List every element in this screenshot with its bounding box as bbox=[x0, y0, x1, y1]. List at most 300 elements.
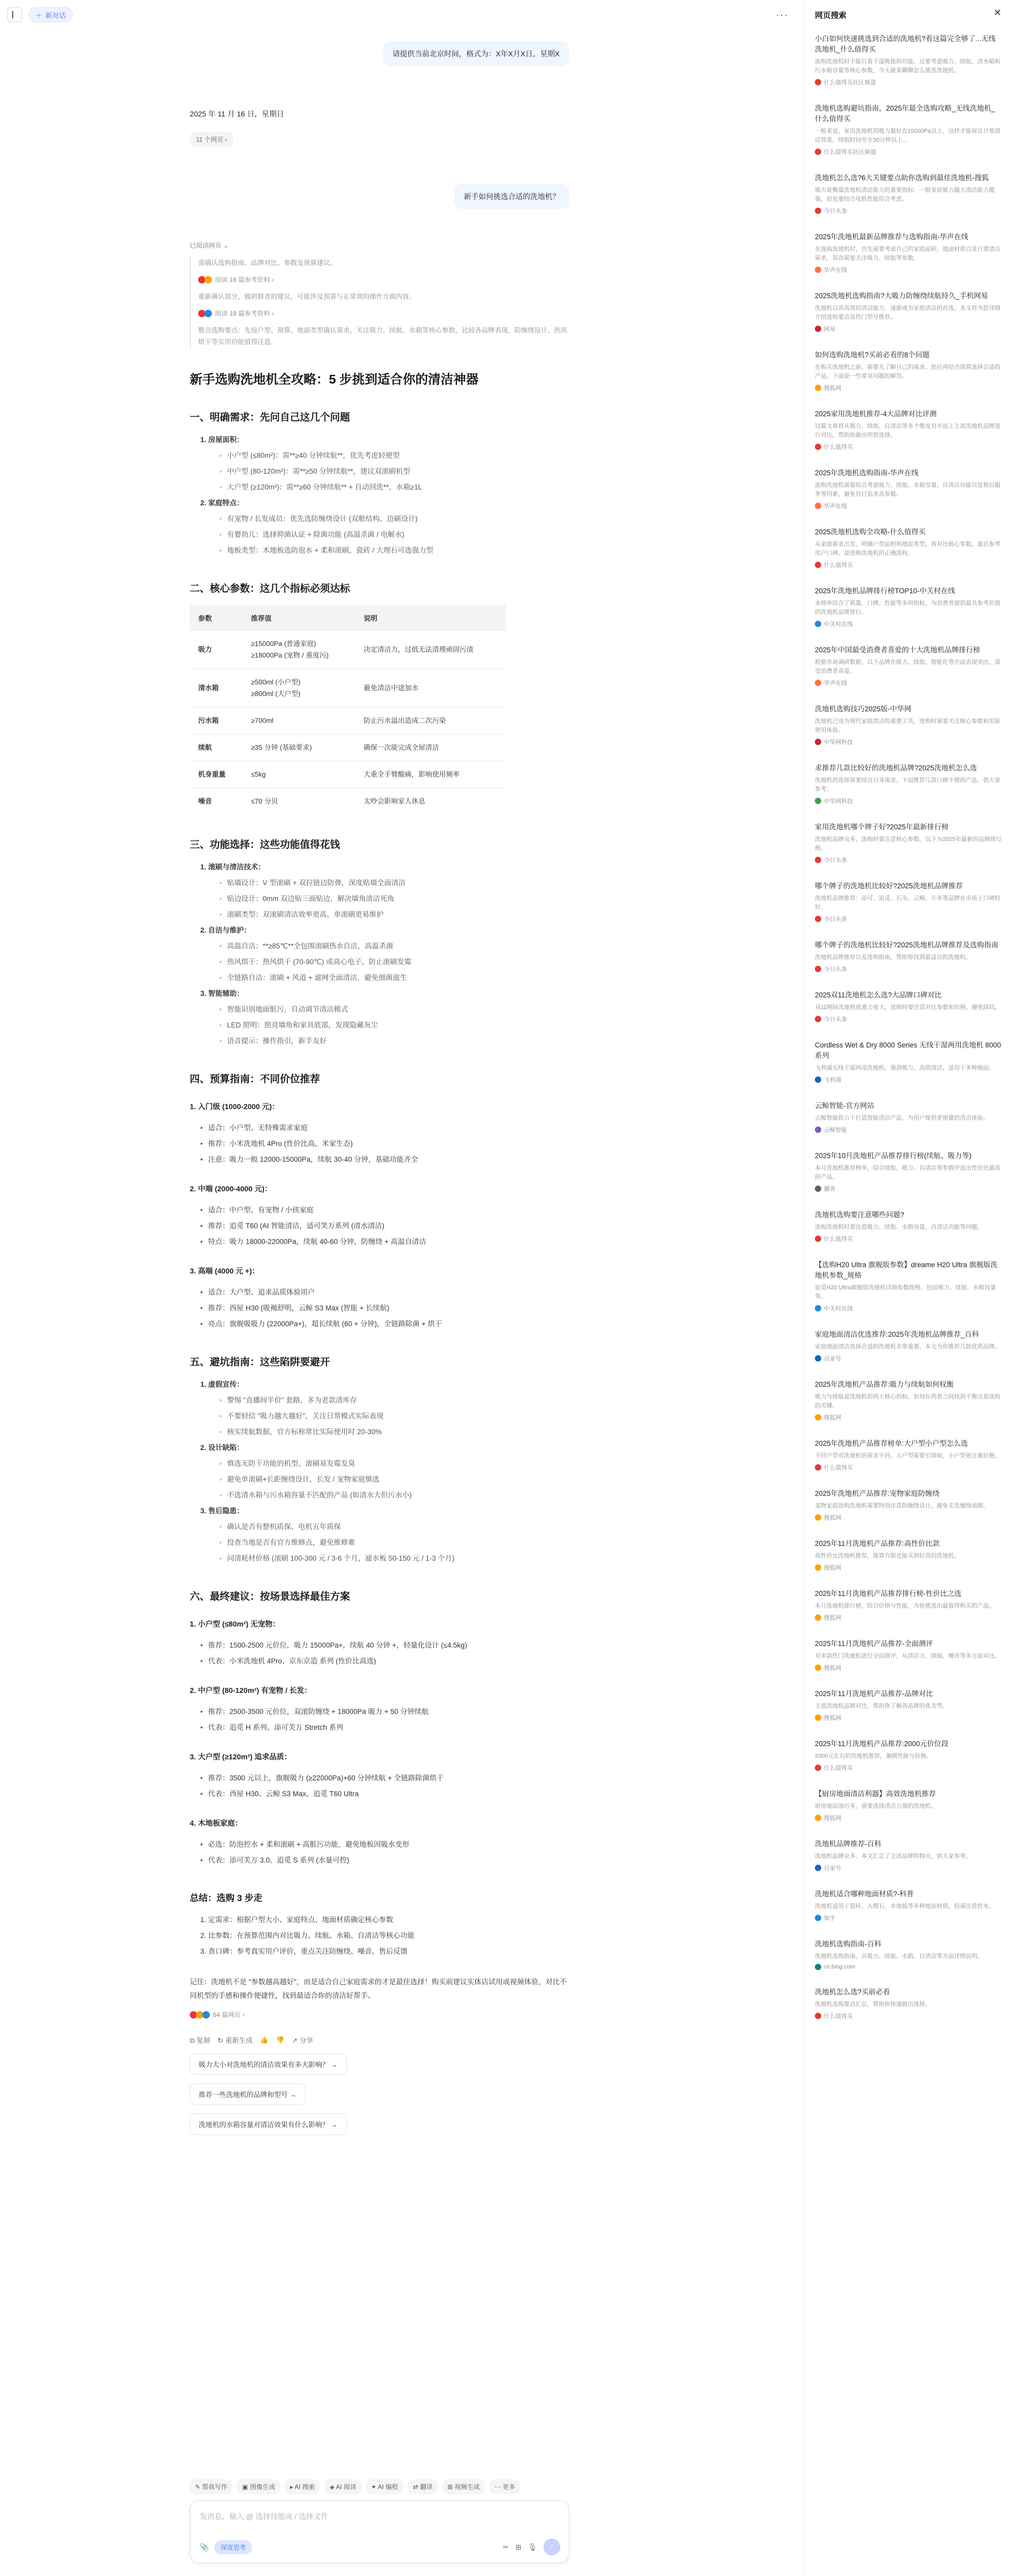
list-item: 3. 查口碑：参考真实用户评价，重点关注防缠绕、噪音、售后反馈 bbox=[200, 1947, 408, 1955]
search-result[interactable] bbox=[815, 291, 1002, 333]
list-item bbox=[190, 1456, 569, 1472]
result-title[interactable]: 【选购H20 Ultra 旗舰版参数】dreame H20 Ultra 旗舰版洗地机参数_规格 bbox=[815, 1261, 998, 1279]
thumbs-down-icon[interactable]: 👎 bbox=[276, 2035, 285, 2044]
list-text: 智能识别地面脏污，自动调节清洁模式 bbox=[227, 1005, 348, 1013]
tier-list bbox=[190, 1285, 569, 1332]
result-source bbox=[815, 1713, 1002, 1722]
bullet-icon: ◦ bbox=[219, 1523, 222, 1531]
result-snippet: 吸力与续航是洗地机的两大核心指标，如何在两者之间找到平衡点是选购的关键。 bbox=[815, 1394, 1000, 1409]
tool-image[interactable]: ▣ 图像生成 bbox=[237, 2479, 280, 2494]
result-title[interactable]: 2025双11洗地机怎么选?大品牌口碑对比 bbox=[815, 991, 942, 999]
search-result[interactable] bbox=[815, 763, 1002, 805]
microphone-icon[interactable]: 🎙 bbox=[528, 2542, 537, 2551]
thought-text: 需确认选购指南、品牌对比、参数及预算建议。 bbox=[198, 259, 337, 267]
search-result[interactable] bbox=[815, 232, 1002, 274]
search-result[interactable] bbox=[815, 940, 1002, 973]
source-name: 今日头条 bbox=[824, 1016, 847, 1023]
source-name: 搜狐网 bbox=[824, 1565, 841, 1571]
suggestions bbox=[190, 2045, 569, 2135]
list-item bbox=[190, 1017, 569, 1033]
list-heading bbox=[190, 1377, 569, 1393]
bullet-icon: ◦ bbox=[219, 483, 222, 491]
list-item bbox=[190, 1136, 569, 1152]
result-source bbox=[815, 1613, 1002, 1622]
list-item: 1. 定需求：根据户型大小、家庭特点、地面材质确定核心参数 bbox=[200, 1916, 394, 1924]
tool-chips bbox=[190, 2479, 521, 2494]
search-result[interactable] bbox=[815, 1739, 1002, 1772]
list-item bbox=[190, 1653, 569, 1669]
table-row bbox=[190, 708, 506, 734]
share-button[interactable]: ↗ 分享 bbox=[291, 2036, 314, 2044]
list-item bbox=[190, 479, 569, 495]
list-heading bbox=[190, 859, 569, 875]
bullet-icon: ◦ bbox=[219, 1021, 222, 1029]
bullet-icon: ◦ bbox=[219, 942, 222, 950]
search-result[interactable] bbox=[815, 822, 1002, 864]
bullet-icon: • bbox=[200, 1856, 203, 1864]
attach-icon[interactable]: 📎 bbox=[200, 2543, 209, 2551]
source-icon bbox=[815, 267, 821, 273]
list-text: 代表：小米洗地机 4Pro、京东京造 系列 (性价比高选) bbox=[208, 1657, 376, 1665]
result-source bbox=[815, 1663, 1002, 1672]
result-source bbox=[815, 1075, 1002, 1084]
list-text: 3. 售后隐患： bbox=[200, 1507, 244, 1515]
table-row bbox=[190, 761, 506, 788]
bullet-icon: ◦ bbox=[219, 1412, 222, 1420]
result-title[interactable]: 2025洗地机选购指南?大吸力防缠绕续航持久_手机网易 bbox=[815, 292, 988, 300]
regenerate-button[interactable]: ↻ 重新生成 bbox=[217, 2036, 253, 2044]
section-heading: 一、明确需求：先问自己这几个问题 bbox=[190, 412, 351, 423]
table-row bbox=[190, 734, 506, 761]
list-text: 2. 设计缺陷： bbox=[200, 1444, 244, 1452]
thinking-toggle[interactable]: 已阅读网页 ⌄ bbox=[190, 242, 229, 249]
table-cell: ≤5kg bbox=[242, 761, 355, 788]
message-input[interactable] bbox=[190, 2500, 569, 2563]
result-snippet: 洗地机品牌众多，本文汇总了主流品牌的特点，供大家参考。 bbox=[815, 1853, 971, 1859]
source-icon bbox=[815, 1186, 821, 1192]
thought-text: 重新确认部分，做初修者的建议，可能涉及预算与正常项的操作方面内容。 bbox=[198, 293, 416, 300]
source-name: 搜狐网 bbox=[824, 1665, 841, 1671]
result-source bbox=[815, 1413, 1002, 1422]
suggestion-chip[interactable]: 推荐一些洗地机的品牌和型号 → bbox=[190, 2083, 306, 2105]
bullet-icon: ◦ bbox=[219, 910, 222, 918]
result-title[interactable]: 2025年洗地机选购指南-华声在线 bbox=[815, 469, 919, 477]
list-text: 地板类型：木地板选防泡水 + 柔和滚刷，瓷砖 / 大理石可选强力型 bbox=[227, 546, 433, 554]
result-snippet: 选购洗地机需要综合考虑吸力、续航、水箱容量、自清洁功能以及售后服务等因素，避免盲目追求高参数。 bbox=[815, 482, 1000, 497]
list-item bbox=[190, 1300, 569, 1316]
list-item bbox=[190, 1424, 569, 1440]
search-result[interactable] bbox=[815, 645, 1002, 687]
source-icon bbox=[815, 385, 821, 391]
source-icon bbox=[815, 621, 821, 627]
result-snippet: 这篇文章将从吸力、续航、自清洁等多个维度对市面上主流洗地机品牌进行对比，帮助你做出明智选择。 bbox=[815, 423, 1000, 438]
result-source bbox=[815, 561, 1002, 569]
list-heading bbox=[190, 432, 569, 448]
result-title[interactable]: 2025年11月洗地机产品推荐:高性价比款 bbox=[815, 1540, 940, 1547]
tier-heading: 3. 大户型 (≥120m²) 追求品质： bbox=[190, 1752, 291, 1761]
result-snippet: 主流洗地机品牌对比，帮助你了解各品牌的优劣势。 bbox=[815, 1703, 948, 1709]
suggestion-chip[interactable]: 吸力大小对洗地机的清洁效果有多大影响？ → bbox=[190, 2053, 347, 2075]
search-sources-pill[interactable]: 11 个网页 › bbox=[190, 132, 233, 147]
tool-translate[interactable]: ⇄ 翻译 bbox=[407, 2479, 437, 2494]
list-item bbox=[190, 1393, 569, 1408]
source-name: 什么值得买 bbox=[824, 1236, 853, 1242]
result-title[interactable]: 家庭地面清洁优选推荐:2025年洗地机品牌推荐_百科 bbox=[815, 1330, 979, 1338]
result-snippet: 家庭地面清洁选择合适的洗地机非常重要，本文为你推荐几款优质品牌。 bbox=[815, 1344, 1000, 1350]
result-title[interactable]: 2025年洗地机产品推荐榜单:大户型小户型怎么选 bbox=[815, 1439, 968, 1447]
list-item bbox=[190, 970, 569, 986]
parameter-table bbox=[190, 605, 506, 815]
result-title[interactable]: 如何选购洗地机?买前必看的8个问题 bbox=[815, 351, 930, 359]
bullet-icon: ◦ bbox=[219, 546, 222, 554]
search-result[interactable] bbox=[815, 527, 1002, 569]
result-source bbox=[815, 1184, 1002, 1193]
table-cell: 机身重量 bbox=[190, 761, 242, 788]
result-snippet: 不同户型对洗地机的需求不同，大户型需要长续航，小户型更注重轻便。 bbox=[815, 1453, 1000, 1459]
result-title[interactable]: 洗地机怎么选?6大关键要点助你选购到最佳洗地机-搜狐 bbox=[815, 174, 989, 182]
list-item bbox=[190, 1837, 569, 1853]
list-item bbox=[190, 1770, 569, 1786]
search-result[interactable] bbox=[815, 1329, 1002, 1363]
result-source bbox=[815, 2012, 1002, 2020]
list-heading bbox=[190, 1503, 569, 1519]
source-name: 中关村在线 bbox=[824, 1306, 853, 1312]
table-cell: 清水箱 bbox=[190, 669, 242, 708]
result-source bbox=[815, 1513, 1002, 1522]
section-heading: 三、功能选择：这些功能值得花钱 bbox=[190, 839, 340, 850]
search-result[interactable] bbox=[815, 586, 1002, 628]
result-snippet: 飞利浦无线干湿两用洗地机，强劲吸力，高效清洁，适用于多种地面。 bbox=[815, 1065, 995, 1071]
result-snippet: 宠物家庭选购洗地机需要特别注意防缠绕设计，避免毛发缠绕滚刷。 bbox=[815, 1503, 989, 1509]
user-message-2: 新手如何挑选合适的洗地机？ bbox=[454, 184, 569, 209]
result-snippet: 洗地机品牌推荐：添可、追觅、石头、云鲸、小米等品牌在市场上口碑较好。 bbox=[815, 895, 1000, 910]
list-text: 推荐：西屋 H30 (吸褐舒明，云鲸 S3 Max (智能 + 长续航) bbox=[208, 1304, 390, 1312]
result-title[interactable]: 哪个牌子的洗地机比较好?2025洗地机品牌推荐 bbox=[815, 882, 963, 890]
list-text: 2. 家庭特点： bbox=[200, 499, 244, 507]
list-text: 推荐：追觅 T60 (AI 智能清洁，适可笑万系列 (清水清洁) bbox=[208, 1222, 385, 1230]
source-name: 百家号 bbox=[824, 1356, 841, 1362]
bullet-icon: ◦ bbox=[219, 958, 222, 966]
source-icon bbox=[815, 1414, 821, 1421]
result-title[interactable]: 洗地机品牌推荐-百科 bbox=[815, 1840, 881, 1848]
source-name: 搜狐网 bbox=[824, 1515, 841, 1521]
search-result[interactable] bbox=[815, 1260, 1002, 1313]
source-icon bbox=[815, 1076, 821, 1083]
result-title[interactable]: 2025年洗地机品牌排行榜TOP10-中关村在线 bbox=[815, 587, 956, 595]
source-name: 网易 bbox=[824, 326, 835, 332]
list-text: 贴墙设计：V 型滚刷 + 双拉链边防弹，深度贴墙全面清洁 bbox=[227, 879, 406, 887]
source-name: 播客 bbox=[824, 1186, 835, 1192]
panel-title: 网页搜索 bbox=[815, 11, 847, 20]
list-item bbox=[190, 1218, 569, 1234]
result-title[interactable]: 洗地机怎么选?买前必看 bbox=[815, 1988, 890, 1996]
result-source bbox=[815, 1764, 1002, 1772]
result-title[interactable]: 2025洗地机选购全攻略-什么值得买 bbox=[815, 528, 926, 536]
bullet-icon: • bbox=[200, 1304, 203, 1312]
bullet-icon: ◦ bbox=[219, 1554, 222, 1562]
tool-search[interactable]: ▸ AI 搜索 bbox=[285, 2479, 320, 2494]
source-name: 华声在线 bbox=[824, 503, 847, 510]
result-snippet: 对多款热门洗地机进行全面测评，从清洁力、续航、噪音等多方面对比。 bbox=[815, 1653, 1000, 1659]
suggestion-chip[interactable]: 洗地机的水箱容量对清洁效果有什么影响？ → bbox=[190, 2113, 347, 2135]
result-title[interactable]: 洗地机选购避坑指南，2025年最全选购攻略_无线洗地机_什么值得买 bbox=[815, 104, 996, 123]
tool-write[interactable]: ✎ 帮我写作 bbox=[190, 2479, 232, 2494]
result-title[interactable]: 求推荐几款比较好的洗地机品牌?2025洗地机怎么选 bbox=[815, 764, 977, 772]
list-text: 不选清水箱与污水箱容量不匹配的产品 (如清水大但污水小) bbox=[227, 1491, 412, 1499]
list-item bbox=[190, 1786, 569, 1802]
scissors-icon[interactable]: ✂ bbox=[502, 2542, 509, 2551]
list-item bbox=[190, 1234, 569, 1250]
source-name: 今日头条 bbox=[824, 857, 847, 864]
table-header: 参数 bbox=[190, 605, 242, 631]
result-title[interactable]: 2025年11月洗地机产品推荐排行榜-性价比之选 bbox=[815, 1590, 962, 1598]
list-item bbox=[190, 1551, 569, 1566]
result-title[interactable]: Cordless Wet & Dry 8000 Series 无线干湿两用洗地机 8000系列 bbox=[815, 1041, 1001, 1060]
source-name: 飞利浦 bbox=[824, 1077, 841, 1083]
table-row bbox=[190, 669, 506, 708]
source-icon bbox=[815, 857, 821, 863]
result-source bbox=[815, 1814, 1002, 1822]
search-result[interactable] bbox=[815, 173, 1002, 215]
source-name: 什么值得买 bbox=[824, 1765, 853, 1771]
search-result[interactable] bbox=[815, 1151, 1002, 1193]
list-text: 问清耗材价格 (滚刷 100-300 元 / 3-6 个月，滤水板 50-150 元 / 1-3 个月) bbox=[227, 1554, 455, 1562]
list-text: 3. 智能辅助： bbox=[200, 990, 244, 997]
list-item bbox=[190, 891, 569, 907]
list-item bbox=[190, 1033, 569, 1049]
grid-icon[interactable]: ⊞ bbox=[515, 2542, 522, 2551]
result-snippet: 云鲸智能致力于打造智能清洁产品，为用户提供更便捷的清洁体验。 bbox=[815, 1115, 989, 1121]
list-text: 全链路自洁：滚刷 + 风道 + 滤网全面清洁，避免细菌滋生 bbox=[227, 974, 407, 982]
result-title[interactable]: 家用洗地机哪个牌子好?2025年最新排行榜 bbox=[815, 823, 949, 831]
search-result[interactable] bbox=[815, 881, 1002, 923]
bullet-icon: • bbox=[200, 1320, 203, 1328]
list-heading bbox=[190, 495, 569, 511]
search-result[interactable] bbox=[815, 34, 1002, 86]
result-title[interactable]: 2025年11月洗地机产品推荐-全面测评 bbox=[815, 1640, 933, 1648]
search-result[interactable] bbox=[815, 1101, 1002, 1134]
input-placeholder: 发消息、输入 @ 选择技能或 / 选择文件 bbox=[200, 2512, 328, 2521]
source-name: 中华网科技 bbox=[824, 798, 853, 805]
list-text: 贴边设计：0mm 双边贴三面贴边，解决墙角清洁死角 bbox=[227, 895, 395, 903]
list-text: 2. 自洁与维护： bbox=[200, 926, 251, 934]
search-result[interactable] bbox=[815, 1488, 1002, 1522]
result-snippet: 本月洗地机推荐榜单，综合续航、吸力、自清洁等参数评选出性价比最高的产品。 bbox=[815, 1165, 1000, 1180]
source-icon bbox=[815, 1664, 821, 1671]
list-item bbox=[190, 1152, 569, 1168]
search-result[interactable] bbox=[815, 1889, 1002, 1922]
close-icon[interactable]: ✕ bbox=[993, 7, 1001, 18]
result-title[interactable]: 2025年洗地机最新品牌推荐与选购指南-华声在线 bbox=[815, 233, 969, 241]
source-name: 什么值得买 bbox=[824, 2013, 853, 2020]
search-result[interactable] bbox=[815, 1639, 1002, 1672]
source-icon bbox=[202, 2011, 210, 2019]
source-icon bbox=[205, 310, 212, 317]
tool-video[interactable]: ⊞ 视频生成 bbox=[442, 2479, 485, 2494]
search-result[interactable] bbox=[815, 1689, 1002, 1722]
list-item bbox=[190, 1704, 569, 1720]
list-item bbox=[190, 1519, 569, 1535]
conversation bbox=[190, 0, 569, 2135]
result-snippet: 洗地机以其高效的清洁能力，逐渐成为家庭清洁的首选，本文将为您详细介绍选购要点及热门型号推荐。 bbox=[815, 305, 1000, 320]
tool-more[interactable]: ⋯ 更多 bbox=[489, 2479, 520, 2494]
result-source bbox=[815, 266, 1002, 274]
result-title[interactable]: 洗地机选购指南-百科 bbox=[815, 1940, 881, 1948]
result-snippet: 双11期间洗地机优惠力度大，选购时要注意对比参数和价格，避免踩坑。 bbox=[815, 1004, 1001, 1011]
source-name: 搜狐网 bbox=[824, 1815, 841, 1821]
source-name: cn.bing.com bbox=[824, 1964, 855, 1970]
source-icon bbox=[815, 680, 821, 686]
source-icon bbox=[815, 208, 821, 214]
result-title[interactable]: 洗地机适合哪种地面材质?-科普 bbox=[815, 1890, 914, 1898]
send-button[interactable]: ↑ bbox=[543, 2539, 560, 2555]
reference-link[interactable]: 64 篇网页 › bbox=[190, 2010, 569, 2019]
search-result[interactable] bbox=[815, 1589, 1002, 1622]
list-item: 2. 比参数：在预算范围内对比吸力、续航、水箱、自清洁等核心功能 bbox=[200, 1932, 415, 1940]
search-result[interactable] bbox=[815, 1438, 1002, 1472]
search-result[interactable] bbox=[815, 990, 1002, 1023]
tool-read[interactable]: ◈ AI 阅读 bbox=[324, 2479, 362, 2494]
table-cell: 决定清洁力，过低无法清理顽固污渍 bbox=[355, 631, 506, 669]
tier-list bbox=[190, 1638, 569, 1669]
table-cell: 大重全手臂酸痛，影响使用频率 bbox=[355, 761, 506, 788]
result-title[interactable]: 云鲸智能-官方网站 bbox=[815, 1102, 874, 1110]
result-title[interactable]: 【厨房地面清洁利器】高效洗地机推荐 bbox=[815, 1790, 936, 1798]
result-source bbox=[815, 207, 1002, 215]
result-title[interactable]: 洗地机选购要注意哪些问题? bbox=[815, 1211, 904, 1219]
search-result[interactable] bbox=[815, 350, 1002, 392]
bullet-icon: ◦ bbox=[219, 515, 222, 523]
list-item bbox=[190, 1120, 569, 1136]
tier-list bbox=[190, 1770, 569, 1802]
result-title[interactable]: 洗地机选购技巧2025版-中华网 bbox=[815, 705, 912, 713]
list-text: 避免单滚刷+长距缠绕设计，长发 / 宠物家庭慎选 bbox=[227, 1475, 380, 1483]
source-icon bbox=[815, 798, 821, 804]
source-icon bbox=[815, 1865, 821, 1871]
search-result[interactable] bbox=[815, 1987, 1002, 2020]
deep-think-toggle[interactable]: 深度思考 bbox=[214, 2540, 252, 2554]
result-source bbox=[815, 1304, 1002, 1313]
reference-link[interactable]: 阅读 18 篇参考资料 › bbox=[198, 308, 569, 319]
result-source bbox=[815, 915, 1002, 923]
table-cell: ≥500ml (小户型) ≥800ml (大户型) bbox=[242, 669, 355, 708]
copy-button[interactable]: ⧉ 复制 bbox=[190, 2036, 210, 2044]
result-title[interactable]: 哪个牌子的洗地机比较好?2025洗地机品牌推荐及选购指南 bbox=[815, 941, 999, 949]
search-result[interactable] bbox=[815, 1040, 1002, 1084]
search-result[interactable] bbox=[815, 1839, 1002, 1872]
table-cell: 续航 bbox=[190, 734, 242, 761]
result-title[interactable]: 2025年洗地机产品推荐:吸力与续航如何权衡 bbox=[815, 1380, 954, 1388]
list-text: 热风烘干：热风烘干 (70-90℃) 或高心电子，防止滚刷发霉 bbox=[227, 958, 412, 966]
more-options-icon[interactable]: ··· bbox=[776, 9, 789, 20]
source-name: 搜狐网 bbox=[824, 1715, 841, 1721]
search-result[interactable] bbox=[815, 704, 1002, 746]
tier-heading: 3. 高端 (4000 元 +)： bbox=[190, 1267, 259, 1275]
result-snippet: 洗地机选购指南，从吸力、续航、水箱、自清洁等方面详细说明。 bbox=[815, 1953, 983, 1960]
section-heading: 二、核心参数：这几个指标必须达标 bbox=[190, 583, 351, 594]
bullet-icon: • bbox=[200, 1288, 203, 1296]
source-name: 中华网科技 bbox=[824, 739, 853, 746]
bullet-icon: • bbox=[200, 1155, 203, 1163]
result-source bbox=[815, 856, 1002, 864]
result-title[interactable]: 小白如何快速挑选到合适的洗地机?看这篇完全够了...无线洗地机_什么值得买 bbox=[815, 35, 996, 53]
source-name: 今日头条 bbox=[824, 208, 847, 214]
search-result[interactable] bbox=[815, 1939, 1002, 1970]
source-name: 搜狐网 bbox=[824, 1615, 841, 1621]
search-result[interactable] bbox=[815, 103, 1002, 156]
bullet-icon: ◦ bbox=[219, 879, 222, 887]
list-text: 推荐：3500 元以上，旗舰吸力 (≥22000Pa)+60 分钟续航 + 全链路除菌烘干 bbox=[208, 1774, 444, 1782]
tier-heading: 4. 木地板家庭： bbox=[190, 1819, 242, 1827]
tool-code[interactable]: ✦ AI 编程 bbox=[366, 2479, 403, 2494]
search-result[interactable] bbox=[815, 1789, 1002, 1822]
result-source bbox=[815, 965, 1002, 973]
table-cell: 吸力 bbox=[190, 631, 242, 669]
reference-link[interactable]: 阅读 18 篇参考资料 › bbox=[198, 274, 569, 286]
user-message-1: 请提供当前北京时间，格式为：X年X月X日，星期X bbox=[383, 41, 569, 66]
source-icon bbox=[205, 276, 212, 283]
result-title[interactable]: 2025年洗地机产品推荐:宠物家庭防缠绕 bbox=[815, 1490, 940, 1497]
source-icon bbox=[815, 1964, 821, 1970]
thumbs-up-icon[interactable]: 👍 bbox=[260, 2035, 269, 2044]
list-text: 核实续航数据，官方标称常比实际使用时 20-30% bbox=[227, 1428, 382, 1436]
list-item bbox=[190, 875, 569, 891]
search-result[interactable] bbox=[815, 1210, 1002, 1243]
search-result[interactable] bbox=[815, 1379, 1002, 1422]
source-name: 搜狐网 bbox=[824, 385, 841, 391]
sidebar-toggle-icon[interactable] bbox=[7, 7, 22, 22]
result-source bbox=[815, 1864, 1002, 1872]
source-icon bbox=[815, 739, 821, 745]
table-cell: 污水箱 bbox=[190, 708, 242, 734]
search-result[interactable] bbox=[815, 468, 1002, 510]
result-snippet: 一般来说，家用洗地机的吸力最好在15000Pa以上，这样才能保证日常清洁效果，续航时间至少30分钟以上... bbox=[815, 128, 1001, 143]
table-cell: ≤70 分贝 bbox=[242, 788, 355, 815]
result-title[interactable]: 2025年10月洗地机产品推荐排行榜(续航、吸力等) bbox=[815, 1152, 972, 1160]
list-text: 注意：吸力一般 12000-15000Pa，续航 30-40 分钟，基础功能齐全 bbox=[208, 1155, 419, 1163]
list-text: 1. 房屋面积： bbox=[200, 436, 244, 444]
search-result[interactable] bbox=[815, 409, 1002, 451]
bullet-icon: • bbox=[200, 1222, 203, 1230]
result-source bbox=[815, 325, 1002, 333]
section-heading: 五、避坑指南：这些陷阱要避开 bbox=[190, 1357, 330, 1368]
section-heading: 四、预算指南：不同价位推荐 bbox=[190, 1074, 320, 1085]
list-text: 推荐：1500-2500 元价位，吸力 15000Pa+，续航 40 分钟 +，轻量化设计 (≤4.5kg) bbox=[208, 1641, 468, 1649]
result-title[interactable]: 2025家用洗地机推荐-4大品牌对比评测 bbox=[815, 410, 937, 418]
result-title[interactable]: 2025年11月洗地机产品推荐:2000元价位段 bbox=[815, 1740, 949, 1748]
source-icon bbox=[815, 444, 821, 450]
list-item bbox=[190, 1720, 569, 1736]
bullet-icon: ◦ bbox=[219, 1037, 222, 1045]
result-title[interactable]: 2025年中国最受消费者喜爱的十大洗地机品牌排行榜 bbox=[815, 646, 980, 654]
list-text: 有宠物 / 长发成员：优先选防缠绕设计 (双舱结构、边刷设计) bbox=[227, 515, 418, 523]
list-text: 代表：西屋 H30、云鲸 S3 Max、追觅 T60 Ultra bbox=[208, 1790, 359, 1798]
result-source bbox=[815, 1964, 1002, 1970]
table-row bbox=[190, 788, 506, 815]
source-name: 华声在线 bbox=[824, 267, 847, 273]
bullet-icon: • bbox=[200, 1790, 203, 1798]
list-item bbox=[190, 1535, 569, 1551]
source-name: 什么值得买 bbox=[824, 1465, 853, 1471]
list-item bbox=[190, 543, 569, 559]
result-source bbox=[815, 1354, 1002, 1363]
source-icon bbox=[815, 966, 821, 972]
list-text: 小户型 (≤80m²)：需**≥40 分钟续航**，优先考虑轻便型 bbox=[227, 452, 400, 459]
new-chat-button[interactable]: ＋ 新对话 bbox=[28, 7, 73, 22]
result-title[interactable]: 2025年11月洗地机产品推荐-品牌对比 bbox=[815, 1690, 933, 1698]
table-cell: 确保一次能完成全屋清洁 bbox=[355, 734, 506, 761]
search-result[interactable] bbox=[815, 1539, 1002, 1572]
